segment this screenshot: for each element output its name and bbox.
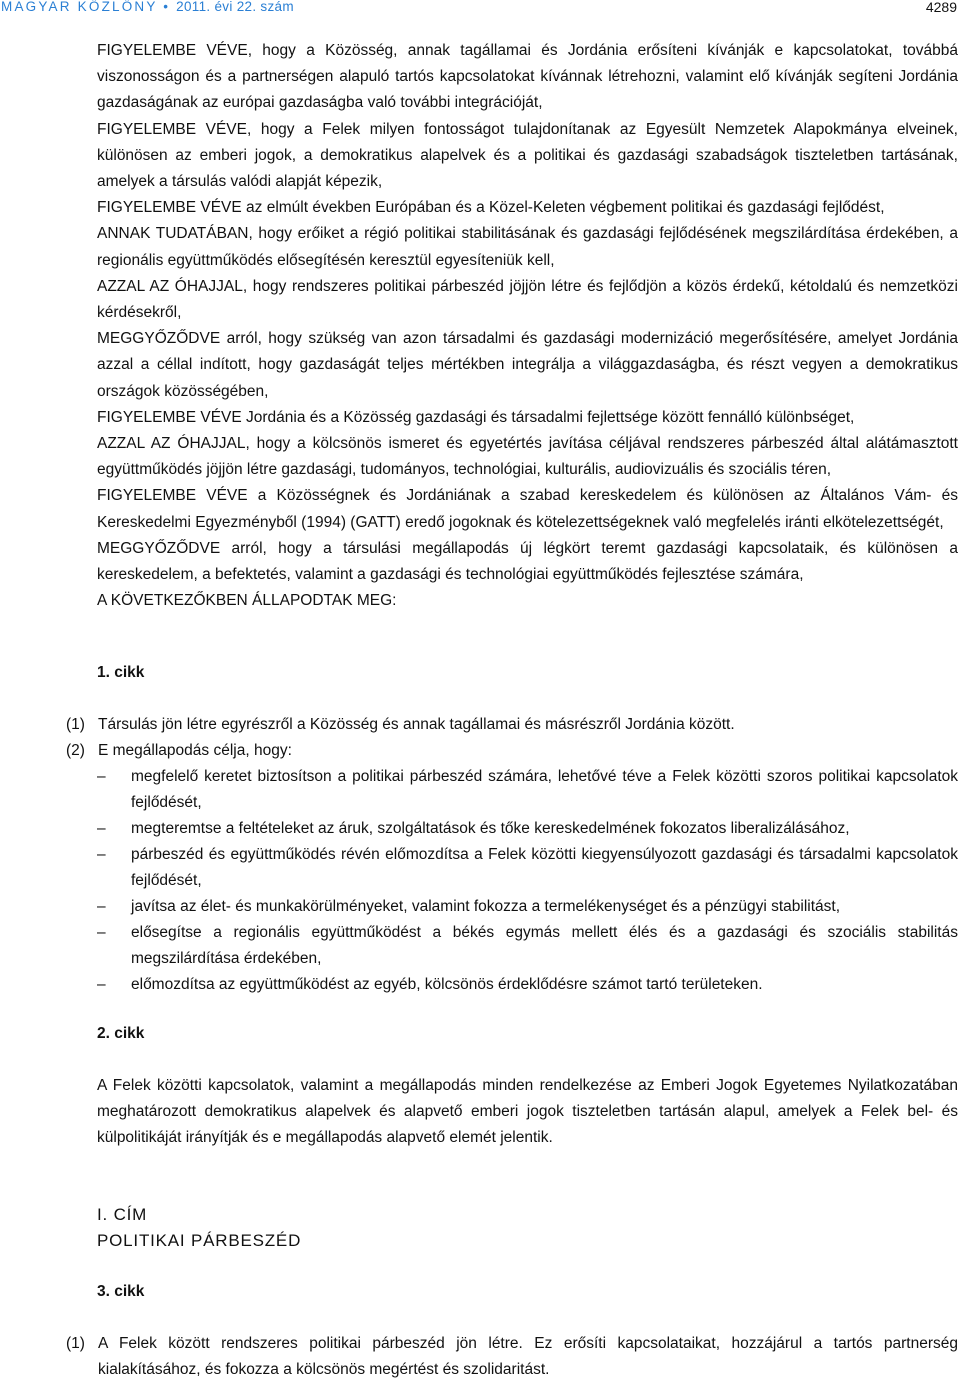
- issue-label: 2011. évi 22. szám: [176, 0, 294, 14]
- article-2-text: [97, 1073, 958, 1152]
- journal-name: MAGYAR KÖZLÖNY: [1, 0, 158, 14]
- article-3-title: 3. cikk: [97, 1283, 145, 1300]
- paragraph-number: (2): [66, 742, 85, 759]
- preamble-paragraph: AZZAL AZ ÓHAJJAL, hogy a kölcsönös ismeret és egyetértés javítása céljával rendszeres párbeszéd által alátámasztott együttműködés jöjjön létre gazdasági, tudományos, technológiai, kulturális, audiovizuális és szociális téren,: [97, 435, 958, 479]
- title-heading: I. CÍM: [97, 1205, 148, 1224]
- preamble-paragraph: FIGYELEMBE VÉVE Jordánia és a Közösség gazdasági és társadalmi fejlettsége között fennálló különbséget,: [97, 408, 855, 426]
- paragraph-1: [66, 712, 958, 738]
- list-item: [97, 764, 958, 816]
- section-heading: POLITIKAI PÁRBESZÉD: [97, 1231, 302, 1250]
- list-item: [97, 972, 958, 998]
- dash-icon: –: [97, 976, 106, 993]
- page-header: [0, 0, 960, 16]
- paragraph-1: [66, 1331, 958, 1383]
- article-1-title: 1. cikk: [97, 664, 145, 681]
- preamble: [97, 38, 958, 614]
- paragraph-text: Társulás jön létre egyrészről a Közösség és annak tagállamai és másrészről Jordánia között.: [98, 716, 735, 733]
- dash-icon: –: [97, 924, 106, 941]
- page-number: 4289: [925, 0, 957, 15]
- article-1-list: [97, 764, 958, 998]
- preamble-paragraph: FIGYELEMBE VÉVE, hogy a Közösség, annak tagállamai és Jordánia erősíteni kívánják e kapcsolatokat, továbbá viszonosságon és a partnerségen alapuló tartós kapcsolatokat kívánnak létrehozni, valamint elő kívánják segíteni Jordánia gazdaságának az európai gazdaságba való további integrációját,: [97, 42, 958, 112]
- list-item: [97, 894, 958, 920]
- list-item-text: párbeszéd és együttműködés révén előmozdítsa a Felek közötti kiegyensúlyozott gazdasági és társadalmi kapcsolatok fejlődését,: [131, 846, 958, 889]
- article-1-paragraphs: [66, 712, 958, 764]
- paragraph-text: E megállapodás célja, hogy:: [98, 742, 292, 759]
- dash-icon: –: [97, 898, 106, 915]
- dash-icon: –: [97, 820, 106, 837]
- list-item-text: megteremtse a feltételeket az áruk, szolgáltatások és tőke kereskedelmének fokozatos liberalizálásához,: [131, 820, 850, 837]
- dash-icon: –: [97, 768, 106, 785]
- list-item-text: előmozdítsa az együttműködést az egyéb, kölcsönös érdeklődésre számot tartó területeken.: [131, 976, 763, 993]
- journal-header: [1, 0, 294, 14]
- dash-icon: –: [97, 846, 106, 863]
- preamble-paragraph: ANNAK TUDATÁBAN, hogy erőiket a régió politikai stabilitásának és gazdasági fejlődésének megszilárdítása érdekében, a regionális együttműködés elősegítésén keresztül egyesíteniük kell,: [97, 225, 958, 269]
- list-item: [97, 920, 958, 972]
- preamble-paragraph: AZZAL AZ ÓHAJJAL, hogy rendszeres politikai párbeszéd jöjjön létre és fejlődjön a közös érdekű, kétoldalú és nemzetközi kérdésekről,: [97, 277, 958, 322]
- article-2-title: 2. cikk: [97, 1025, 145, 1042]
- preamble-paragraph: FIGYELEMBE VÉVE az elmúlt években Európában és a Közel-Keleten végbement politikai és gazdasági fejlődést,: [97, 199, 885, 217]
- paragraph-2: [66, 738, 958, 764]
- list-item-text: elősegítse a regionális együttműködést a békés egymás mellett élés és a gazdasági és szociális stabilitás megszilárdítása érdekében,: [131, 924, 958, 967]
- paragraph-number: (1): [66, 716, 85, 733]
- paragraph-text: A Felek között rendszeres politikai párbeszéd jön létre. Ez erősíti kapcsolataikat, hozzájárul a tartós partnerség kialakításához, és fokozza a kölcsönös megértést és szolidaritást.: [98, 1335, 958, 1378]
- preamble-paragraph: FIGYELEMBE VÉVE, hogy a Felek milyen fontosságot tulajdonítanak az Egyesült Nemzetek Alapokmánya elveinek, különösen az emberi jogok, a demokratikus alapelvek és a politikai és gazdasági szabadságok tiszteletben tartásának, amelyek a társulás valódi alapját képezik,: [97, 120, 958, 191]
- list-item: [97, 842, 958, 894]
- list-item-text: javítsa az élet- és munkakörülményeket, valamint fokozza a termelékenységet és a pénzügyi stabilitást,: [131, 898, 841, 915]
- preamble-paragraph: MEGGYŐZŐDVE arról, hogy szükség van azon társadalmi és gazdasági modernizáció megerősítésére, amelyet Jordánia azzal a céllal indított, hogy gazdaságát teljes mértékben integrálja a világgazdaságba, és részt vegyen a demokratikus országok közösségében,: [97, 330, 958, 400]
- preamble-closing: A KÖVETKEZŐKBEN ÁLLAPODTAK MEG:: [97, 592, 397, 610]
- article-3-paragraphs: [66, 1331, 958, 1383]
- article-paragraph: A Felek közötti kapcsolatok, valamint a megállapodás minden rendelkezése az Emberi Jogok Egyetemes Nyilatkozatában meghatározott demokratikus alapelvek és alapvető emberi jogok tiszteletben tartásán alapul, amelyek a Felek bel- és külpolitikáját irányítják és e megállapodás alapvető elemét jelentik.: [97, 1077, 958, 1147]
- preamble-paragraph: FIGYELEMBE VÉVE a Közösségnek és Jordániának a szabad kereskedelem és különösen az Általános Vám- és Kereskedelmi Egyezményből (1994) (GATT) eredő jogoknak és kötelezettségeknek való megfelelés iránti elkötelezettségét,: [97, 487, 958, 531]
- paragraph-number: (1): [66, 1335, 85, 1352]
- preamble-paragraph: MEGGYŐZŐDVE arról, hogy a társulási megállapodás új légkört teremt gazdasági kapcsolataik, és különösen a kereskedelem, a befektetés, valamint a gazdasági és technológiai együttműködés fejlesztése számára,: [97, 539, 958, 584]
- list-item: [97, 816, 958, 842]
- bullet-icon: •: [163, 0, 171, 14]
- list-item-text: megfelelő keretet biztosítson a politikai párbeszéd számára, lehetővé téve a Felek közötti szoros politikai kapcsolatok fejlődését,: [131, 768, 958, 811]
